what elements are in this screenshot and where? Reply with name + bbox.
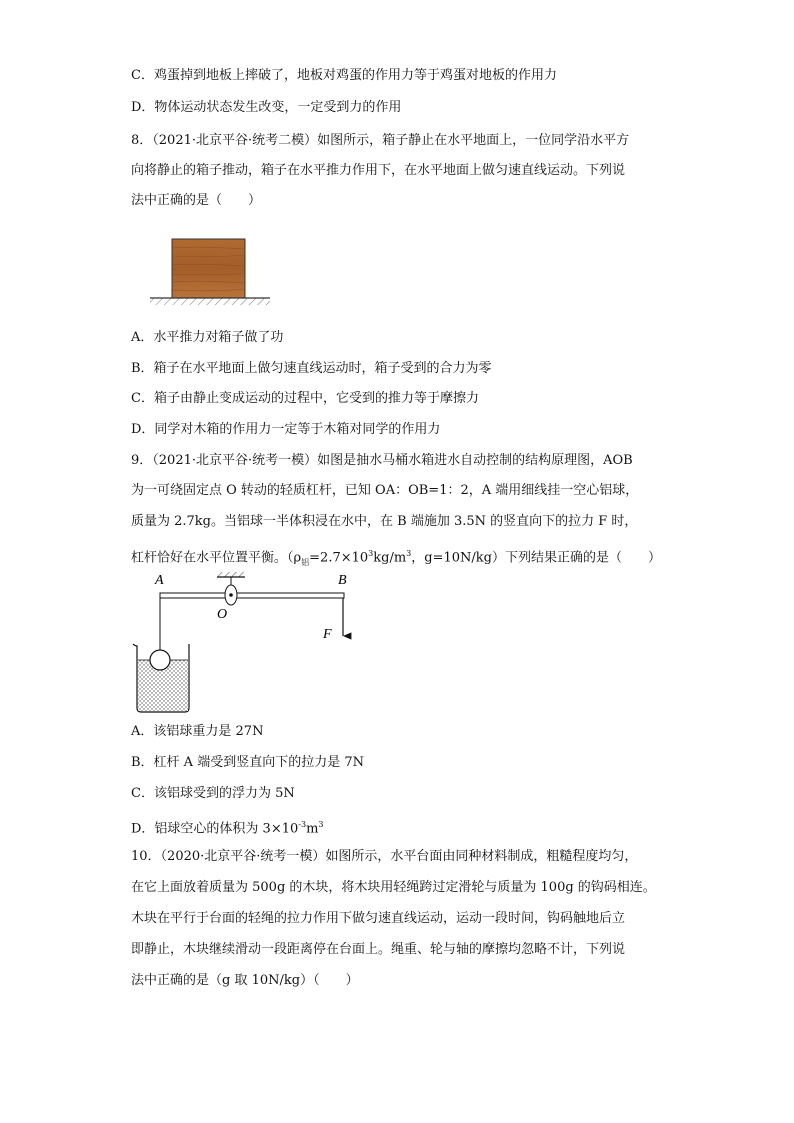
q8-stem-line2: 向将静止的箱子推动，箱子在水平推力作用下，在水平地面上做匀速直线运动。下列说 — [131, 163, 626, 178]
q7-option-c: C．鸡蛋掉到地板上摔破了，地板对鸡蛋的作用力等于鸡蛋对地板的作用力 — [131, 68, 557, 83]
q9-line4-part2: =2.7×10 — [309, 550, 369, 566]
q9-exp-2: 3 — [406, 549, 412, 558]
wooden-box — [172, 239, 245, 298]
q9-opt-d-part2: m — [306, 821, 319, 837]
q9-line4-part4: ，g=10N/kg）下列结果正确的是（ ） — [411, 550, 661, 566]
q8-option-d: D．同学对木箱的作用力一定等于木箱对同学的作用力 — [131, 422, 441, 437]
q8-stem-line3: 法中正确的是（ ） — [131, 193, 262, 208]
q9-line4-part3: kg/m — [373, 550, 407, 566]
q9-stem-line4 — [131, 546, 671, 571]
pivot-support-hatch — [218, 572, 244, 577]
floor-hatch — [150, 298, 270, 305]
q10-stem-line2: 在它上面放着质量为 500g 的木块，将木块用轻绳跨过定滑轮与质量为 100g 的钩码相连。 — [131, 880, 656, 895]
q8-option-b: B．箱子在水平地面上做匀速直线运动时，箱子受到的合力为零 — [131, 361, 492, 376]
q8-stem-line1: 8．（2021·北京平谷·统考二模）如图所示，箱子静止在水平地面上，一位同学沿水平方 — [131, 133, 630, 148]
q9-opt-d-exp: -3 — [298, 820, 307, 829]
lever-float-figure — [125, 570, 365, 715]
q9-option-c: C．该铝球受到的浮力为 5N — [131, 786, 295, 801]
q10-stem-line3: 木块在平行于台面的轻绳的拉力作用下做匀速直线运动，运动一段时间，钩码触地后立 — [131, 911, 626, 926]
q9-option-a: A．该铝球重力是 27N — [131, 724, 264, 739]
q8-option-c: C．箱子由静止变成运动的过程中，它受到的推力等于摩擦力 — [131, 391, 479, 406]
q9-option-d — [131, 817, 671, 837]
q9-exp-1: 3 — [368, 549, 374, 558]
q7-option-d: D．物体运动状态发生改变，一定受到力的作用 — [131, 100, 402, 115]
aluminum-ball — [150, 650, 170, 670]
q9-opt-d-part1: D．铝球空心的体积为 3×10 — [131, 821, 299, 837]
q9-stem-line1: 9．（2021·北京平谷·统考一模）如图是抽水马桶水箱进水自动控制的结构原理图，AOB — [131, 453, 633, 468]
lever-bar — [160, 593, 344, 598]
label-a: A — [155, 573, 164, 588]
q9-stem-line3: 质量为 2.7kg。当铝球一半体积浸在水中，在 B 端施加 3.5N 的竖直向下的拉力 F 时， — [131, 514, 638, 529]
q10-stem-line1: 10．（2020·北京平谷·统考一模）如图所示，水平台面由同种材料制成，粗糙程度均匀， — [131, 849, 638, 864]
q9-option-b: B．杠杆 A 端受到竖直向下的拉力是 7N — [131, 755, 364, 770]
label-f: F — [323, 627, 332, 642]
q9-line4-part1: 杠杆恰好在水平位置平衡。（ρ — [131, 550, 302, 566]
q9-opt-d-exp2: 3 — [318, 820, 324, 829]
q10-stem-line5: 法中正确的是（g 取 10N/kg）（ ） — [131, 973, 359, 988]
q9-stem-line2: 为一可绕固定点 O 转动的轻质杠杆，已知 OA：OB=1：2，A 端用细线挂一空心铝球， — [131, 483, 639, 498]
q10-stem-line4: 即静止，木块继续滑动一段距离停在台面上。绳重、轮与轴的摩擦均忽略不计，下列说 — [131, 942, 626, 957]
box-on-floor-figure — [148, 236, 272, 310]
label-b: B — [338, 573, 347, 588]
q8-option-a: A．水平推力对箱子做了功 — [131, 330, 284, 345]
label-o: O — [217, 607, 228, 622]
q9-rho-subscript: 铝 — [301, 557, 310, 567]
